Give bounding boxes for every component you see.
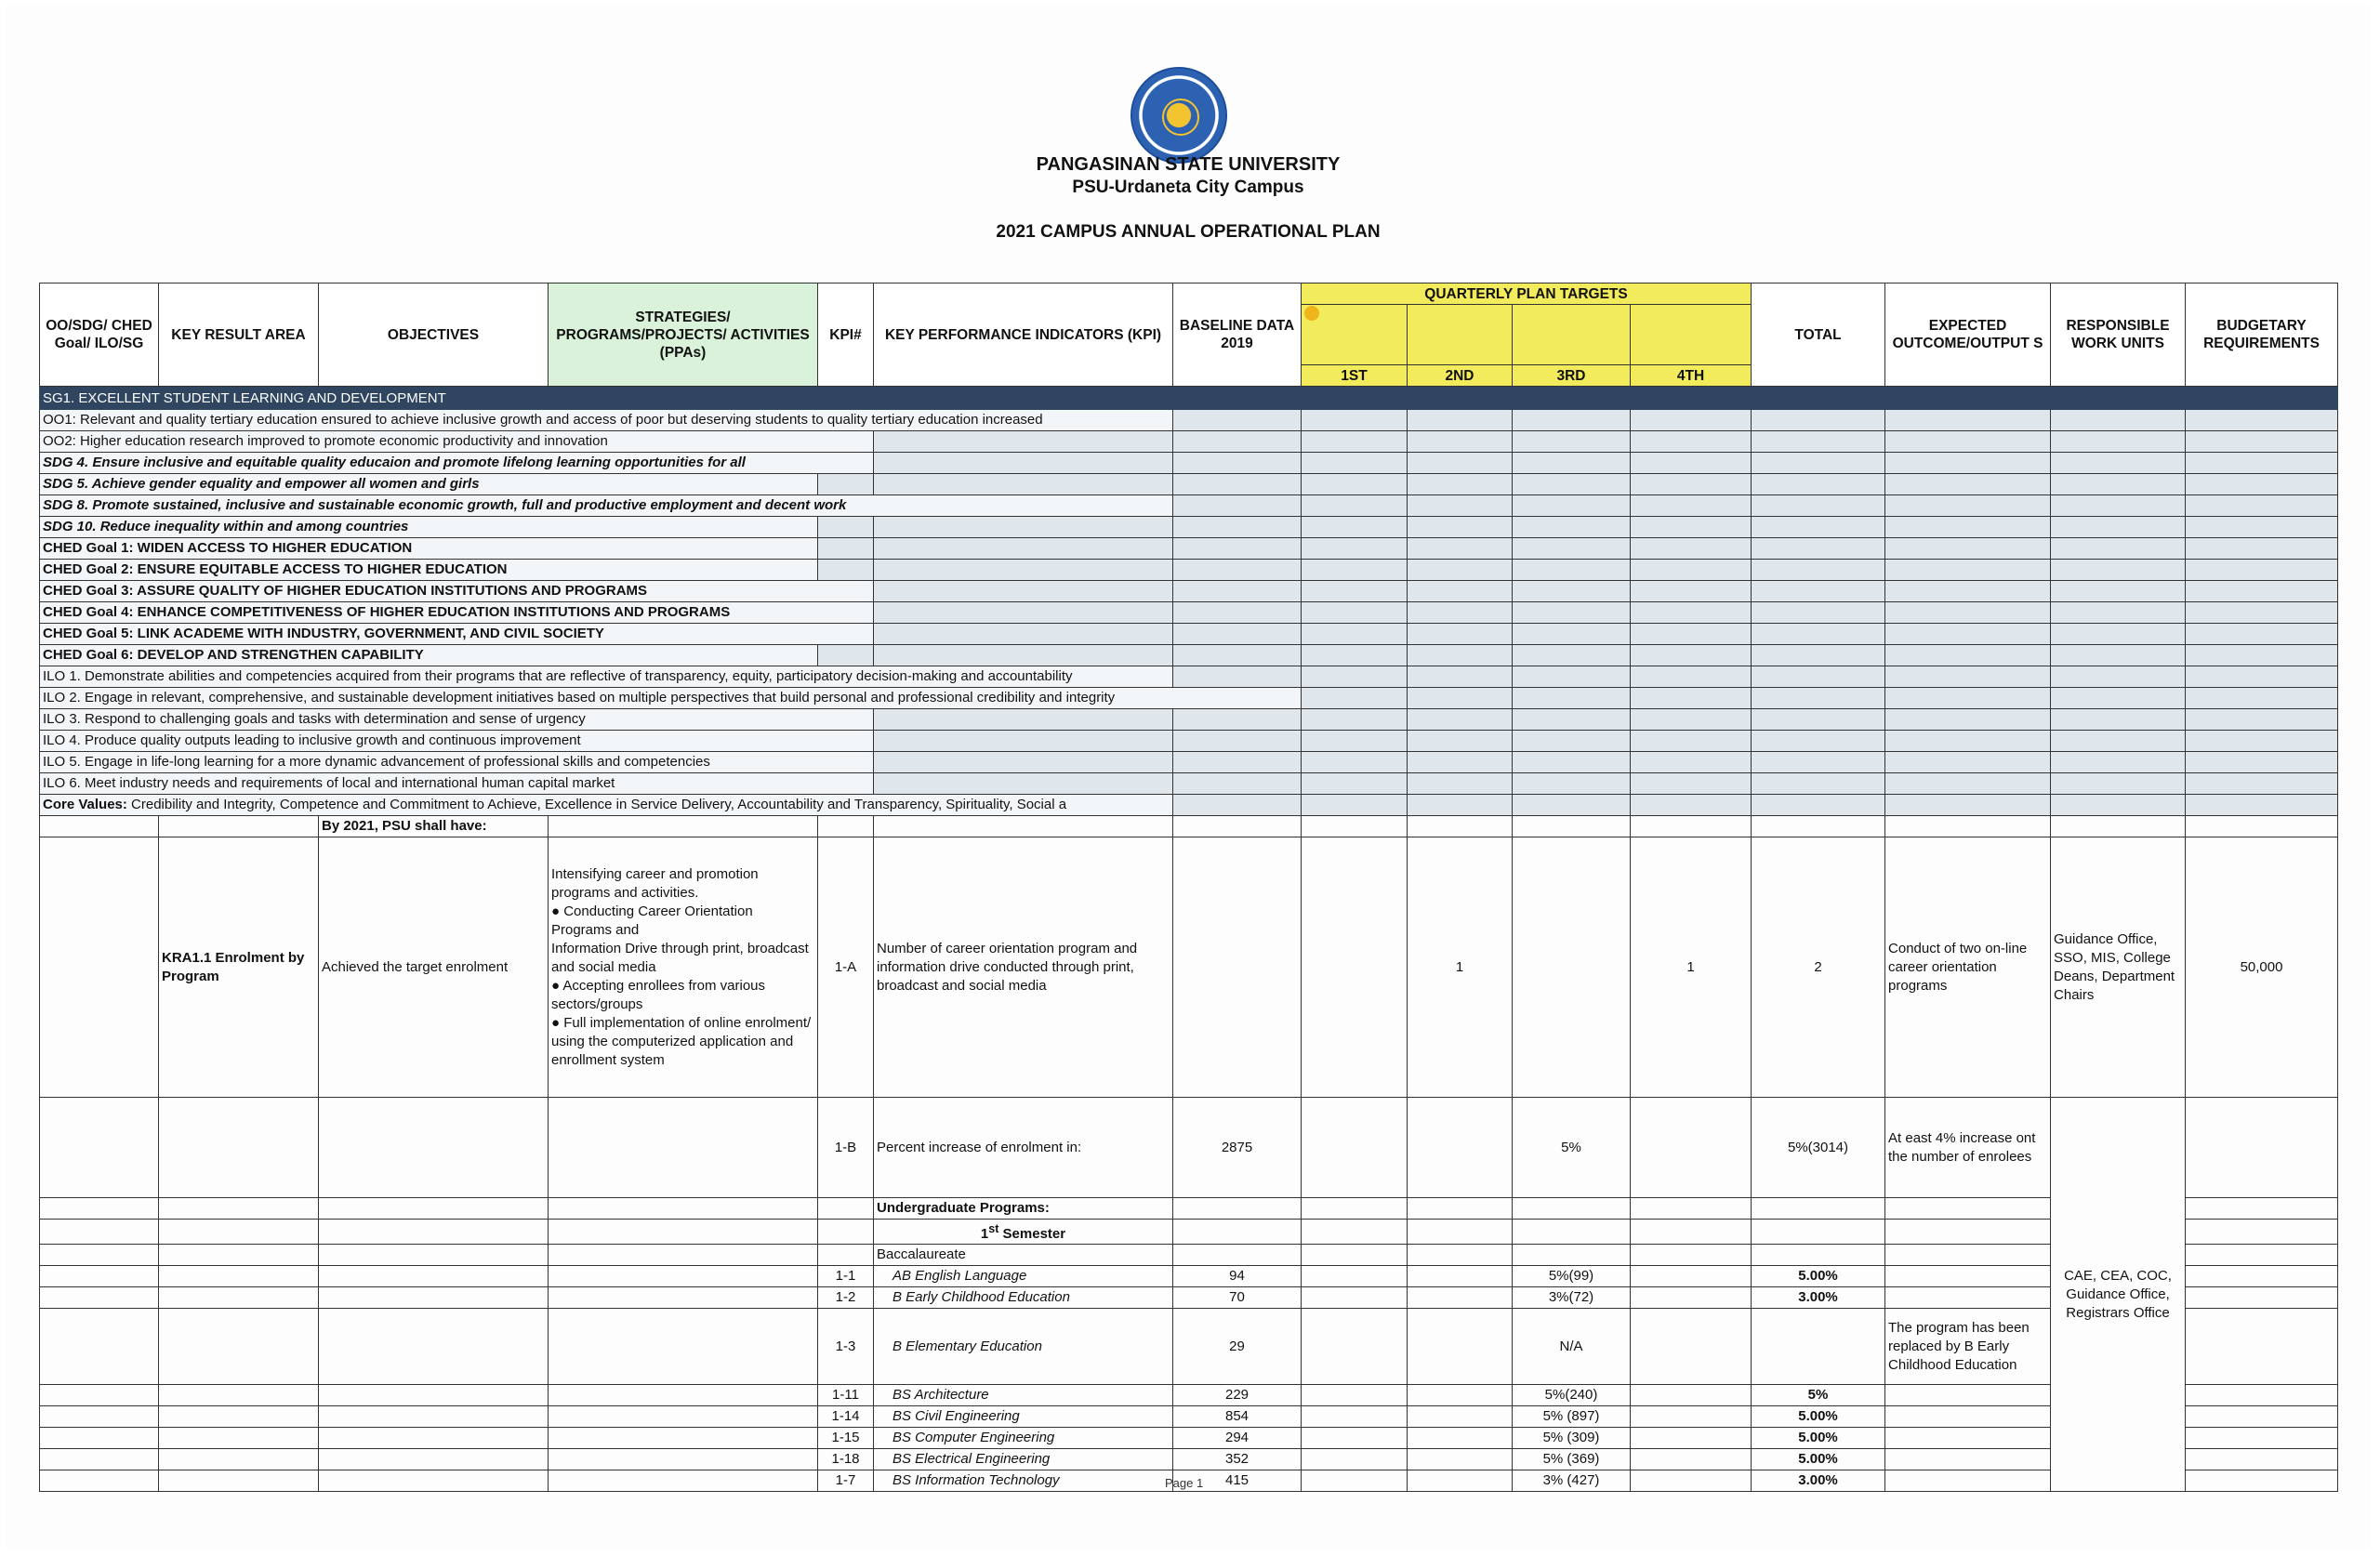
kpi-no-cell: 1-A	[818, 837, 874, 1098]
q3-blank	[1513, 305, 1631, 365]
col-oo: OO/SDG/ CHED Goal/ ILO/SG	[40, 284, 159, 387]
semester-label: 1st Semester	[874, 1220, 1173, 1245]
document-page	[6, 6, 2371, 1549]
university-name: PANGASINAN STATE UNIVERSITY	[1036, 154, 1341, 175]
university-seal-icon	[1130, 67, 1227, 164]
col-budget: BUDGETARY REQUIREMENTS	[2186, 284, 2338, 387]
col-objectives: OBJECTIVES	[319, 284, 549, 387]
page-number: Page 1	[1165, 1476, 1204, 1490]
total-cell: 5%(3014)	[1752, 1098, 1885, 1198]
table-row: 1-18 BS Electrical Engineering 352 5% (369) 5.00%	[40, 1449, 2338, 1470]
expected-cell: Conduct of two on-line career orientation programs	[1885, 837, 2051, 1098]
kra-cell: KRA1.1 Enrolment by Program	[159, 837, 319, 1098]
col-kpi-no: KPI#	[818, 284, 874, 387]
goal-row: CHED Goal 2: ENSURE EQUITABLE ACCESS TO HIGHER EDUCATION	[40, 560, 818, 581]
q1-blank	[1302, 305, 1408, 365]
col-q4: 4TH	[1631, 365, 1752, 387]
q2-cell: 1	[1408, 837, 1513, 1098]
core-values-row	[40, 795, 1173, 816]
goal-row: SDG 8. Promote sustained, inclusive and sustainable economic growth, full and productive employment and decent work	[40, 495, 1173, 517]
total-cell: 2	[1752, 837, 1885, 1098]
baseline-cell: 2875	[1173, 1098, 1302, 1198]
col-expected: EXPECTED OUTCOME/OUTPUT S	[1885, 284, 2051, 387]
table-row: 1-15 BS Computer Engineering 294 5% (309) 5.00%	[40, 1428, 2338, 1449]
goal-row: OO1: Relevant and quality tertiary education ensured to achieve inclusive growth and access of poor but deserving students to quality tertiary education increased	[40, 410, 1173, 431]
goal-row: CHED Goal 5: LINK ACADEME WITH INDUSTRY, GOVERNMENT, AND CIVIL SOCIETY	[40, 624, 874, 645]
table-row: 1-14 BS Civil Engineering 854 5% (897) 5.00%	[40, 1406, 2338, 1428]
col-responsible: RESPONSIBLE WORK UNITS	[2051, 284, 2186, 387]
goal-row: OO2: Higher education research improved to promote economic productivity and innovation	[40, 431, 874, 453]
table-row: 1-1 AB English Language 94 5%(99) 5.00%	[40, 1266, 2338, 1287]
goal-row: CHED Goal 1: WIDEN ACCESS TO HIGHER EDUCATION	[40, 538, 818, 560]
q4-cell: 1	[1631, 837, 1752, 1098]
col-quarterly: QUARTERLY PLAN TARGETS	[1302, 284, 1752, 305]
plan-title: 2021 CAMPUS ANNUAL OPERATIONAL PLAN	[996, 222, 1381, 242]
col-kra: KEY RESULT AREA	[159, 284, 319, 387]
goal-row: ILO 4. Produce quality outputs leading to inclusive growth and continuous improvement	[40, 731, 874, 752]
goal-row: SDG 10. Reduce inequality within and among countries	[40, 517, 818, 538]
campus-name: PSU-Urdaneta City Campus	[1072, 178, 1304, 197]
goal-row: ILO 2. Engage in relevant, comprehensive, and sustainable development initiatives based on multiple perspectives that build personal and professional credibility and integrity	[40, 688, 1302, 709]
budget-cell: 50,000	[2186, 837, 2338, 1098]
goal-row: CHED Goal 4: ENHANCE COMPETITIVENESS OF HIGHER EDUCATION INSTITUTIONS AND PROGRAMS	[40, 602, 874, 624]
q2-blank	[1408, 305, 1513, 365]
core-values-label: Core Values:	[43, 797, 127, 812]
table-row: 1-2 B Early Childhood Education 70 3%(72) 3.00%	[40, 1287, 2338, 1309]
marker-dot-icon	[1304, 306, 1319, 321]
undergrad-label: Undergraduate Programs:	[874, 1198, 1173, 1220]
goal-row: ILO 3. Respond to challenging goals and tasks with determination and sense of urgency	[40, 709, 874, 731]
col-q1: 1ST	[1302, 365, 1408, 387]
core-values-text: Credibility and Integrity, Competence and Commitment to Achieve, Excellence in Service Delivery, Accountability and Transparency, Spirituality, Social a	[126, 797, 1067, 812]
col-ppas: STRATEGIES/ PROGRAMS/PROJECTS/ ACTIVITIES (PPAs)	[549, 284, 818, 387]
objective-cell: Achieved the target enrolment	[319, 837, 549, 1098]
goal-row: ILO 1. Demonstrate abilities and competencies acquired from their programs that are reflective of transparency, equity, participatory decision-making and accountability	[40, 666, 1173, 688]
q4-blank	[1631, 305, 1752, 365]
responsible-cell: Guidance Office, SSO, MIS, College Deans, Department Chairs	[2051, 837, 2186, 1098]
col-q2: 2ND	[1408, 365, 1513, 387]
kpi-cell: Number of career orientation program and information drive conducted through print, broadcast and social media	[874, 837, 1173, 1098]
kpi-cell: Percent increase of enrolment in:	[874, 1098, 1173, 1198]
col-total: TOTAL	[1752, 284, 1885, 387]
goal-row: SDG 5. Achieve gender equality and empower all women and girls	[40, 474, 818, 495]
kpi-no-cell: 1-B	[818, 1098, 874, 1198]
goal-row: ILO 6. Meet industry needs and requirements of local and international human capital market	[40, 773, 874, 795]
table-row: 1-7 BS Information Technology 415 3% (427) 3.00%	[40, 1470, 2338, 1492]
col-baseline: BASELINE DATA 2019	[1173, 284, 1302, 387]
q3-cell: 5%	[1513, 1098, 1631, 1198]
sg-band: SG1. EXCELLENT STUDENT LEARNING AND DEVELOPMENT	[40, 387, 2338, 410]
expected-cell: At east 4% increase ont the number of enrolees	[1885, 1098, 2051, 1198]
ppas-cell: Intensifying career and promotion programs and activities. ● Conducting Career Orientation Programs and Information Drive through print, broadcast and social media ● Accepting enrollees from various sectors/groups ● Full implementation of online enrolment/ using the computerized application and enrollment system	[549, 837, 818, 1098]
goal-row: SDG 4. Ensure inclusive and equitable quality educaion and promote lifelong learning opportunities for all	[40, 453, 874, 474]
goal-row: ILO 5. Engage in life-long learning for a more dynamic advancement of professional skills and competencies	[40, 752, 874, 773]
goal-row: CHED Goal 3: ASSURE QUALITY OF HIGHER EDUCATION INSTITUTIONS AND PROGRAMS	[40, 581, 874, 602]
baccalaureate-label: Baccalaureate	[874, 1245, 1173, 1266]
table-row: 1-3 B Elementary Education 29 N/A The program has been replaced by B Early Childhood Education	[40, 1309, 2338, 1385]
expected-cell: The program has been replaced by B Early Childhood Education	[1885, 1309, 2051, 1385]
operational-plan-table	[39, 283, 2338, 1492]
col-kpi: KEY PERFORMANCE INDICATORS (KPI)	[874, 284, 1173, 387]
col-q3: 3RD	[1513, 365, 1631, 387]
table-row: 1-11 BS Architecture 229 5%(240) 5%	[40, 1385, 2338, 1406]
goal-row: CHED Goal 6: DEVELOP AND STRENGTHEN CAPABILITY	[40, 645, 818, 666]
by-2021-label: By 2021, PSU shall have:	[319, 816, 549, 837]
program-responsible-cell: CAE, CEA, COC, Guidance Office, Registrars Office	[2051, 1098, 2186, 1492]
